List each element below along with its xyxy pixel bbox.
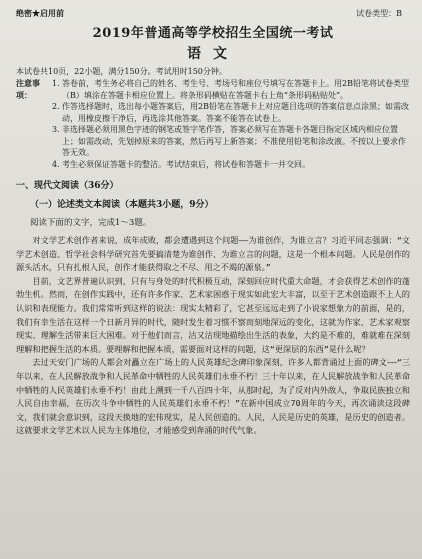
secret-label: 绝密★启用前 — [16, 8, 64, 18]
reading-passage — [16, 234, 410, 438]
passage-paragraph: 对文学艺术创作者来说，成年成败，都会遭遇到这个问题——为谁创作，为谁立言？习近平同志强调：“文学艺术创造、哲学社会科学研究首先要搞清楚为谁创作、为谁立言的问题，这是一个根本问题。人民是创作的源头活水，只有扎根人民，创作才能获得取之不尽、用之不竭的源泉。” — [16, 235, 410, 273]
top-line — [16, 6, 410, 20]
passage-paragraph: 去过天安门广场的人都会对矗立在广场上的人民英雄纪念碑印象深刻，许多人都背诵过上面的碑文——“三年以来，在人民解放战争和人民革命中牺牲的人民英雄们永垂不朽！三十年以来，在人民解放战争和人民革命中牺牲的人民英雄们永垂不朽！由此上溯到一千八百四十年，从那时起，为了反对内外敌人，争取民族独立和人民自由幸福，在历次斗争中牺牲的人民英雄们永垂不朽！”在新中国成立70周年的今天，再次诵读这段碑文，我们就会意识到，这段天换地的宏伟现实，是人民创造的。人民，人民是历史的英雄，是历史的创造者。这就要求文学艺术以人民为主体地位，才能感受到奔涌的时代气象。 — [16, 357, 410, 436]
notice-item-number: 4. — [52, 159, 60, 169]
exam-info: 本试卷共10页，22小题，满分150分。考试用时150分钟。 — [16, 67, 227, 76]
notice-item-text: 作答选择题时，选出每小题答案后，用2B铅笔在答题卡上对应题目选项的答案信息点涂黑；如需改动，用橡皮擦干净后，再选涂其他答案。答案不能答在试卷上。 — [62, 102, 409, 123]
notice-item-number: 2. — [52, 102, 60, 111]
paper-type-label: 试卷类型：B — [356, 9, 402, 18]
notice-item-text: 考生必须保证答题卡的整洁。考试结束后，将试卷和答题卡一并交回。 — [62, 159, 310, 169]
notice-item-text: 非选择题必须用黑色字迹的钢笔或签字笔作答，答案必须写在答题卡各题目指定区域内相应位置上；如需改动，先划掉原来的答案，然后再写上新答案；不准使用铅笔和涂改液。不按以上要求作答无效。 — [62, 125, 406, 157]
notice-item — [52, 124, 410, 159]
notice-item-number: 3. — [52, 125, 60, 134]
passage-paragraph: 目前，文艺界普遍认识到，只有与身处的时代积极互动，深刻回应时代重大命题，才会获得艺术创作的蓬勃生机。然而，在创作实践中，还有许多作家、艺术家困惑于现实如此宏大丰富，以至于艺术创造跟不上人的认识和表现能力。我们常常听到这样的说法：现实太精彩了，它甚至远远走到了小说家想象力的前面，是的，我们有幸生活在这样一个日新月异的时代，随时发生着习惯不察而刻地深远的变化，这就为作家、艺术家观察现实、理解生活带来巨大困难。对于他们而言，沽又沽现地描绘出生活的表象，大约是不难的，难就难在深刻理解和把握生活的本质。要理解和把握本质，需要面对这样的问题，这“更深层的东西”是什么呢？ — [16, 275, 410, 354]
subsection-title: （一）论述类文本阅读（本题共3小题，9分） — [30, 200, 214, 210]
reading-instruction: 阅读下面的文字，完成1～3题。 — [30, 218, 152, 228]
notice-item — [52, 101, 410, 124]
notice-item-text: 答卷前，考生务必将自己的姓名、考生号、考场号和座位号填写在答题卡上。用2B铅笔将试卷类型（B）填涂在答题卡相应位置上。将条形码横贴在答题卡右上角“条形码粘贴处”。 — [62, 79, 409, 100]
notice-item — [52, 78, 410, 101]
subject-title: 语文 — [187, 46, 239, 62]
notice-item-number: 1. — [52, 79, 60, 88]
notice-list — [52, 78, 410, 170]
notice-label: 注意事项： — [16, 78, 40, 100]
exam-title: 2019年普通高等学校招生全国统一考试 — [92, 26, 334, 41]
notice-block — [16, 78, 410, 170]
section-title: 一、现代文阅读（36分） — [16, 181, 119, 191]
notice-item — [52, 159, 410, 171]
